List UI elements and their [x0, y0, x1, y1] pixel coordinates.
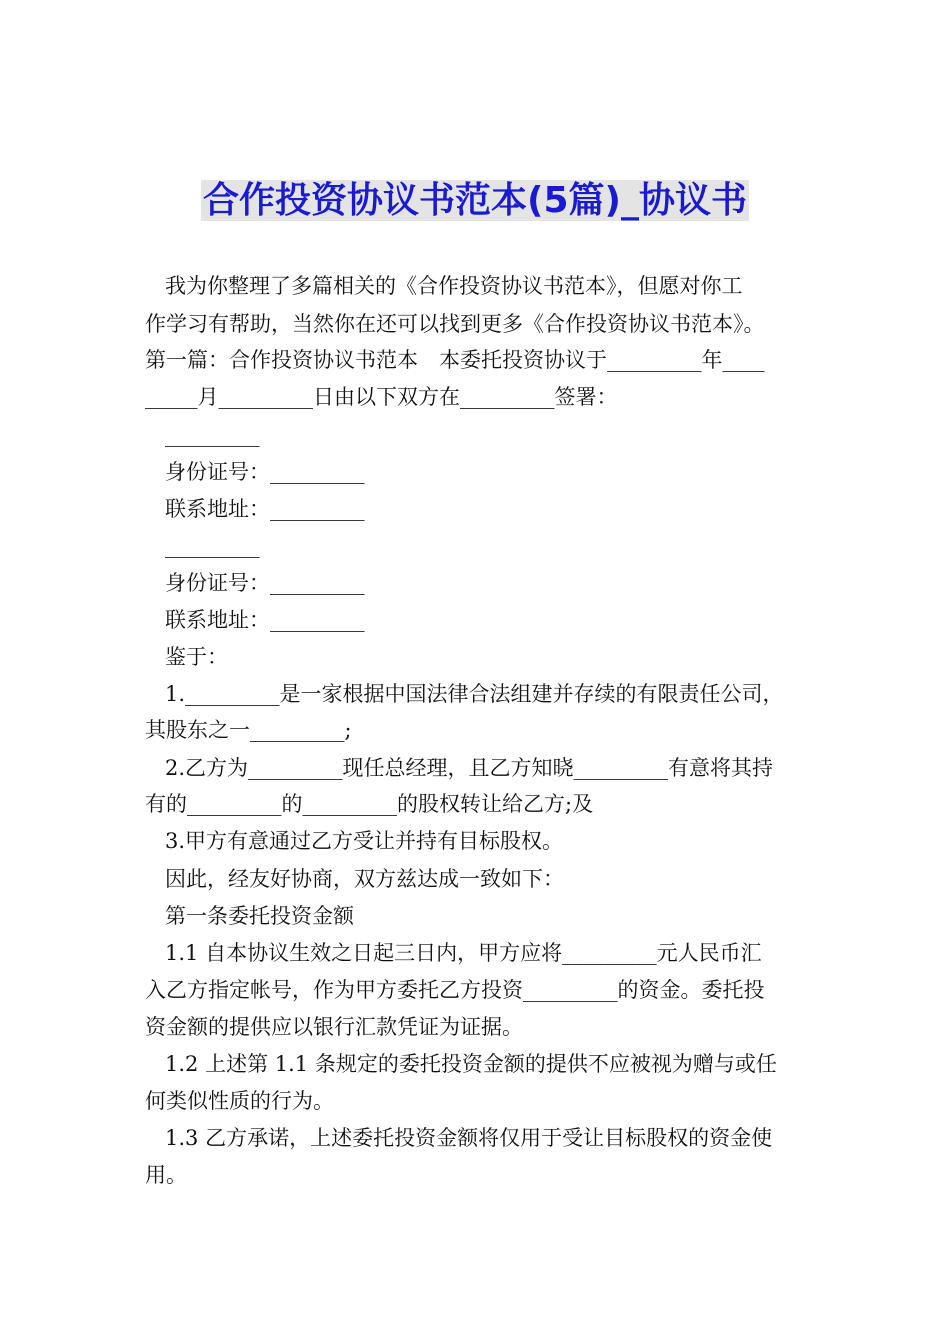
paragraph-line: 3.甲方有意通过乙方受让并持有目标股权。: [165, 829, 564, 853]
paragraph-line: 用。: [145, 1163, 187, 1187]
paragraph-line: 有的_________的_________的股权转让给乙方;及: [145, 792, 594, 816]
paragraph-line: 作学习有帮助，当然你在还可以找到更多《合作投资协议书范本》。: [145, 312, 765, 336]
blank-line: _________: [165, 423, 260, 447]
paragraph-line: 1.2 上述第 1.1 条规定的委托投资金额的提供不应被视为赠与或任: [165, 1052, 777, 1076]
address-line: 联系地址：_________: [165, 497, 365, 521]
paragraph-line: 1.1 自本协议生效之日起三日内，甲方应将_________元人民币汇: [165, 941, 762, 965]
paragraph-line: 我为你整理了多篇相关的《合作投资协议书范本》，但愿对你工: [165, 274, 743, 298]
paragraph-line: 其股东之一_________;: [145, 718, 352, 742]
paragraph-line: 何类似性质的行为。: [145, 1089, 334, 1113]
document-title: [0, 176, 950, 226]
paragraph-line: 入乙方指定帐号，作为甲方委托乙方投资_________的资金。委托投: [145, 978, 765, 1002]
paragraph-line: _____月_________日由以下双方在_________签署：: [145, 385, 618, 409]
document-title-text: 合作投资协议书范本(5篇)_协议书: [203, 180, 747, 221]
section-heading: 第一条委托投资金额: [165, 904, 354, 928]
paragraph-line: 1.3 乙方承诺，上述委托投资金额将仅用于受让目标股权的资金使: [165, 1126, 773, 1150]
id-number-line: 身份证号：_________: [165, 571, 365, 595]
paragraph-line: 因此，经友好协商，双方兹达成一致如下：: [165, 867, 564, 891]
paragraph-line: 第一篇：合作投资协议书范本 本委托投资协议于_________年____: [145, 348, 765, 372]
paragraph-line: 鉴于：: [165, 645, 228, 669]
paragraph-line: 资金额的提供应以银行汇款凭证为证据。: [145, 1015, 523, 1039]
id-number-line: 身份证号：_________: [165, 460, 365, 484]
address-line: 联系地址：_________: [165, 608, 365, 632]
paragraph-line: 2.乙方为_________现任总经理，且乙方知晓_________有意将其持: [165, 756, 774, 780]
blank-line: _________: [165, 534, 260, 558]
paragraph-line: 1._________是一家根据中国法律合法组建并存续的有限责任公司，: [165, 682, 784, 706]
